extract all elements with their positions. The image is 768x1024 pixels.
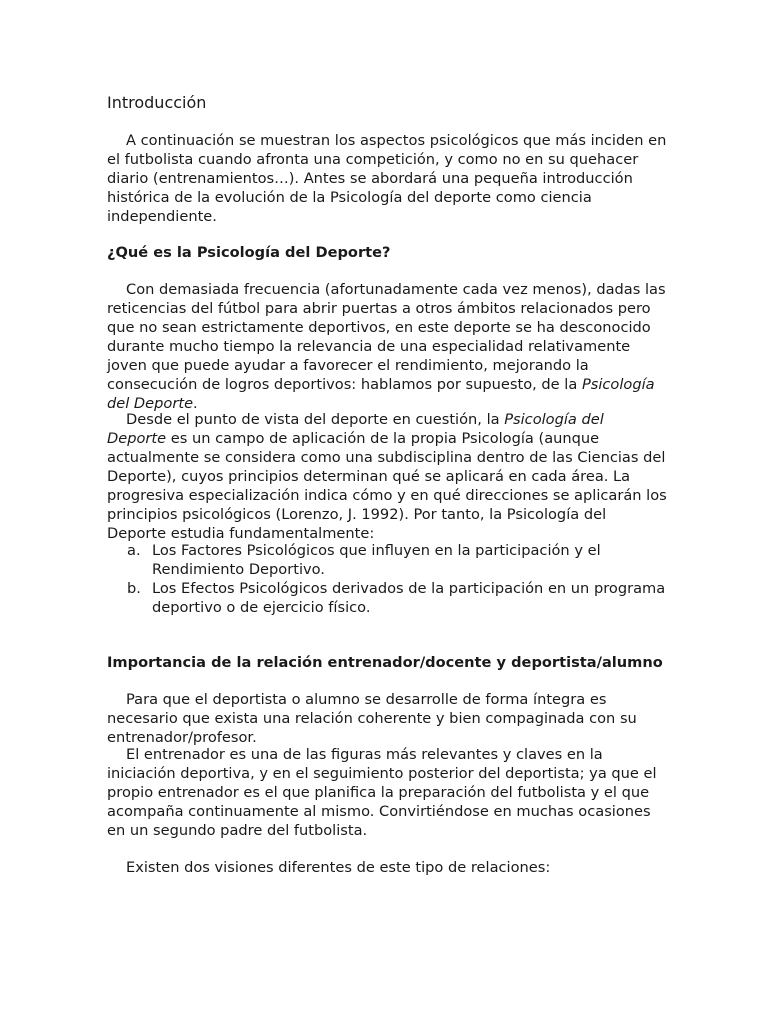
paragraph-punto-de-vista xyxy=(107,410,667,543)
paragraph-deportista: Para que el deportista o alumno se desarrolle de forma íntegra es necesario que exista una relación coherente y bien compaginada con su entrenador/profesor. xyxy=(107,691,637,746)
paragraph-text: Desde el punto de vista del deporte en cuestión, la xyxy=(126,411,505,428)
paragraph-text: es un campo de aplicación de la propia Psicología (aunque actualmente se considera como una subdisciplina dentro de las Ciencias del Deporte), cuyos principios determinan qué se aplicará en cada área. La progresiva especialización indica cómo y en qué direcciones se aplicarán los principios psicológicos (Lorenzo, J. 1992). Por tanto, la Psicología del Deporte estudia fundamentalmente: xyxy=(107,430,667,542)
paragraph-visiones: Existen dos visiones diferentes de este tipo de relaciones: xyxy=(126,859,551,876)
emphasis-text: Psicología del Deporte xyxy=(107,376,655,412)
list-item xyxy=(107,579,667,617)
emphasis-text: Psicología del Deporte xyxy=(107,411,604,447)
section-heading-psicologia: ¿Qué es la Psicología del Deporte? xyxy=(107,244,391,261)
paragraph-frecuencia xyxy=(107,280,667,413)
section-heading-relacion: Importancia de la relación entrenador/docente y deportista/alumno xyxy=(107,654,663,671)
paragraph-end: . xyxy=(193,395,198,412)
paragraph-entrenador: El entrenador es una de las figuras más relevantes y claves en la iniciación deportiva, y en el seguimiento posterior del deportista; ya que el propio entrenador es el que planifica la preparación del futbolista y el que acompaña continuamente al mismo. Convirtiéndose en muchas ocasiones en un segundo padre del futbolista. xyxy=(107,746,657,839)
list-marker: b. xyxy=(127,580,141,597)
paragraph-text: Con demasiada frecuencia (afortunadamente cada vez menos), dadas las reticencias del fútbol para abrir puertas a otros ámbitos relacionados pero que no sean estrictamente deportivos, en este deporte se ha desconocido durante mucho tiempo la relevancia de una especialidad relativamente joven que puede ayudar a favorecer el rendimiento, mejorando la consecución de logros deportivos: hablamos por supuesto, de la xyxy=(107,281,666,393)
intro-paragraph: A continuación se muestran los aspectos psicológicos que más inciden en el futbolista cuando afronta una competición, y como no en su quehacer diario (entrenamientos…). Antes se abordará una pequeña introducción histórica de la evolución de la Psicología del deporte como ciencia independiente. xyxy=(107,132,667,225)
list-item xyxy=(107,541,667,579)
page-title: Introducción xyxy=(107,93,207,112)
factors-list xyxy=(107,541,667,617)
list-item-text: Los Efectos Psicológicos derivados de la participación en un programa deportivo o de ejercicio físico. xyxy=(152,580,666,616)
list-item-text: Los Factores Psicológicos que influyen en la participación y el Rendimiento Deportivo. xyxy=(152,542,601,578)
list-marker: a. xyxy=(127,542,141,559)
